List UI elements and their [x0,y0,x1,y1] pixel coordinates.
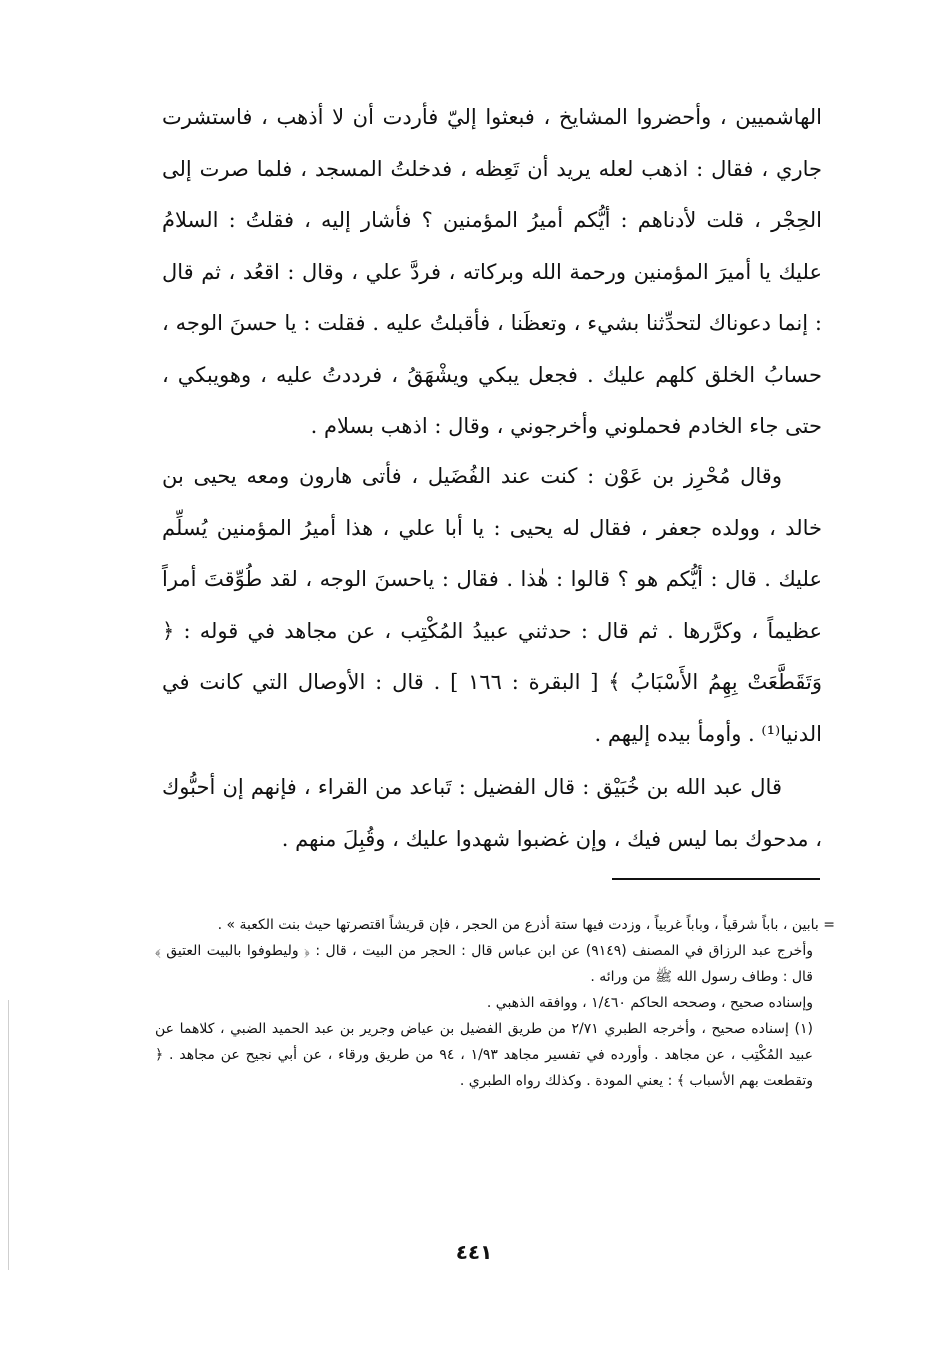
body-paragraph: وقال مُحْرِز بن عَوْن : كنت عند الفُضَيل ، فأتى هارون ومعه يحيى بن خالد ، وولده جعفر ، فقال له يحيى : يا أبا علي ، هذا أميرُ المؤمنين يُسلِّم عليك . قال : أيُّكم هو ؟ قالوا : هٰذا . فقال : ياحسنَ الوجه ، لقد طُوِّقتَ أمراً عظيماً ، وكرَّرها . ثم قال : حدثني عبيدُ المُكْتِب ، عن مجاهد في قوله : ﴿ وَتَقَطَّعَتْ بِهِمُ الأَسْبَابُ ﴾ [ البقرة : ١٦٦ ] . قال : الأوصال التي كانت في الدنيا⁽¹⁾ . وأومأ بيده إليهم . [162,464,822,746]
body-paragraph: الهاشميين ، وأحضروا المشايخ ، فبعثوا إليّ فأردت أن لا أذهب ، فاستشرت جاري ، فقال : اذهب لعله يريد أن تَعِظه ، فدخلتُ المسجد ، فلما صرت إلى الحِجْر ، قلت لأدناهم : أيُّكم أميرُ المؤمنين ؟ فأشار إليه ، فقلتُ : السلامُ عليك يا أميرَ المؤمنين ورحمة الله وبركاته ، فردَّ علي ، وقال : اقعُد ، ثم قال : إنما دعوناك لتحدِّثنا بشيء ، وتعظَنا ، فأقبلتُ عليه . فقلت : يا حسنَ الوجه ، حسابُ الخلق كلهم عليك . فجعل يبكي ويشْهَقُ ، فرددتُ عليه ، وهويبكي ، حتى جاء الخادم فحملوني وأخرجوني ، وقال : اذهب بسلام . [162,105,822,438]
footnote: (١) إسناده صحيح ، وأخرجه الطبري ٢/٧١ من طريق الفضيل بن عياض وجرير بن عبد الحميد الضبي ، كلاهما عن عبيد المُكْتِب ، عن مجاهد . وأورده في تفسير مجاهد ١/٩٣ ، ٩٤ من طريق ورقاء ، عن أبي نجيح عن مجاهد . ﴿ وتقطعت بهم الأسباب ﴾ : يعني المودة . وكذلك رواه الطبري . [155,1021,814,1089]
footnotes [155,912,835,1094]
footnote: وإسناده صحيح ، وصححه الحاكم ١/٤٦٠ ، ووافقه الذهبي . [486,995,813,1011]
page-number: ٤٤١ [455,1240,493,1264]
scan-margin-line [8,1000,9,1270]
body-paragraph: قال عبد الله بن خُبَيْق : قال الفضيل : تَباعد من القراء ، فإنهم إن أحبُّوك ، مدحوك بما ليس فيك ، وإن غضبوا شهدوا عليك ، وقُبِلَ منهم . [162,775,822,851]
body-paragraph-3-block [162,762,822,865]
footnote: = بابين ، باباً شرقياً ، وباباً غربياً ، وزدت فيها ستة أذرع من الحجر ، فإن قريشاً اقتصرتها حيث بنت الكعبة » . [217,917,835,933]
footnote-separator [612,878,820,880]
body-paragraph-1-block [162,92,822,453]
footnote: وأخرج عبد الرزاق في المصنف (٩١٤٩) عن ابن عباس قال : الحجر من البيت ، قال : ﴿ وليطوفوا بالبيت العتيق ﴾ قال : وطاف رسول الله ﷺ من ورائه . [155,943,813,985]
body-paragraph-2-block [162,451,822,760]
